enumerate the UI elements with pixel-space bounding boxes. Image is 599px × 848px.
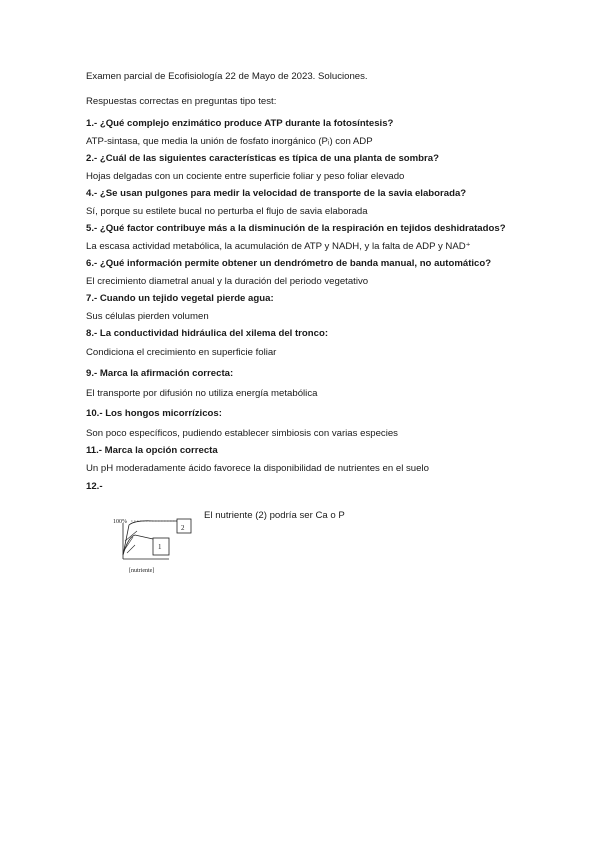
- question-11: 11.- Marca la opción correcta: [86, 445, 218, 456]
- answer-4: Sí, porque su estilete bucal no perturba el flujo de savia elaborada: [86, 206, 368, 217]
- question-8: 8.- La conductividad hidráulica del xilema del tronco:: [86, 328, 329, 339]
- answer-1: ATP-sintasa, que media la unión de fosfato inorgánico (Pᵢ) con ADP: [86, 136, 373, 147]
- box-1-label: 1: [158, 543, 162, 551]
- question-6: 6.- ¿Qué información permite obtener un dendrómetro de banda manual, no automático?: [86, 258, 492, 269]
- question-5: 5.- ¿Qué factor contribuye más a la disminución de la respiración en tejidos deshidratados?: [86, 223, 506, 234]
- question-10: 10.- Los hongos micorrízicos:: [86, 408, 222, 419]
- question-12: 12.-: [86, 481, 103, 492]
- answer-6: El crecimiento diametral anual y la duración del periodo vegetativo: [86, 276, 369, 287]
- figure-answer: El nutriente (2) podría ser Ca o P: [204, 510, 345, 521]
- question-9: 9.- Marca la afirmación correcta:: [86, 368, 234, 379]
- intro-text: Respuestas correctas en preguntas tipo test:: [86, 96, 277, 107]
- answer-7: Sus células pierden volumen: [86, 311, 209, 322]
- question-2: 2.- ¿Cuál de las siguientes características es típica de una planta de sombra?: [86, 153, 439, 164]
- question-7: 7.- Cuando un tejido vegetal pierde agua:: [86, 293, 274, 304]
- nutrient-curve-figure: [113, 509, 195, 575]
- box-2-label: 2: [181, 524, 185, 532]
- answer-8: Condiciona el crecimiento en superficie foliar: [86, 347, 277, 358]
- figure-x-label: [nutriente]: [129, 568, 155, 574]
- answer-11: Un pH moderadamente ácido favorece la disponibilidad de nutrientes en el suelo: [86, 463, 429, 474]
- question-1: 1.- ¿Qué complejo enzimático produce ATP durante la fotosíntesis?: [86, 118, 394, 129]
- question-4: 4.- ¿Se usan pulgones para medir la velocidad de transporte de la savia elaborada?: [86, 188, 467, 199]
- answer-2: Hojas delgadas con un cociente entre superficie foliar y peso foliar elevado: [86, 171, 405, 182]
- document-title: Examen parcial de Ecofisiología 22 de Mayo de 2023. Soluciones.: [86, 71, 368, 82]
- answer-9: El transporte por difusión no utiliza energía metabólica: [86, 388, 318, 399]
- answer-10: Son poco específicos, pudiendo establecer simbiosis con varias especies: [86, 428, 398, 439]
- arrow-2: [127, 545, 135, 553]
- answer-5: La escasa actividad metabólica, la acumulación de ATP y NADH, y la falta de ADP y NAD⁺: [86, 241, 471, 252]
- figure-y-label: 100%: [113, 519, 127, 525]
